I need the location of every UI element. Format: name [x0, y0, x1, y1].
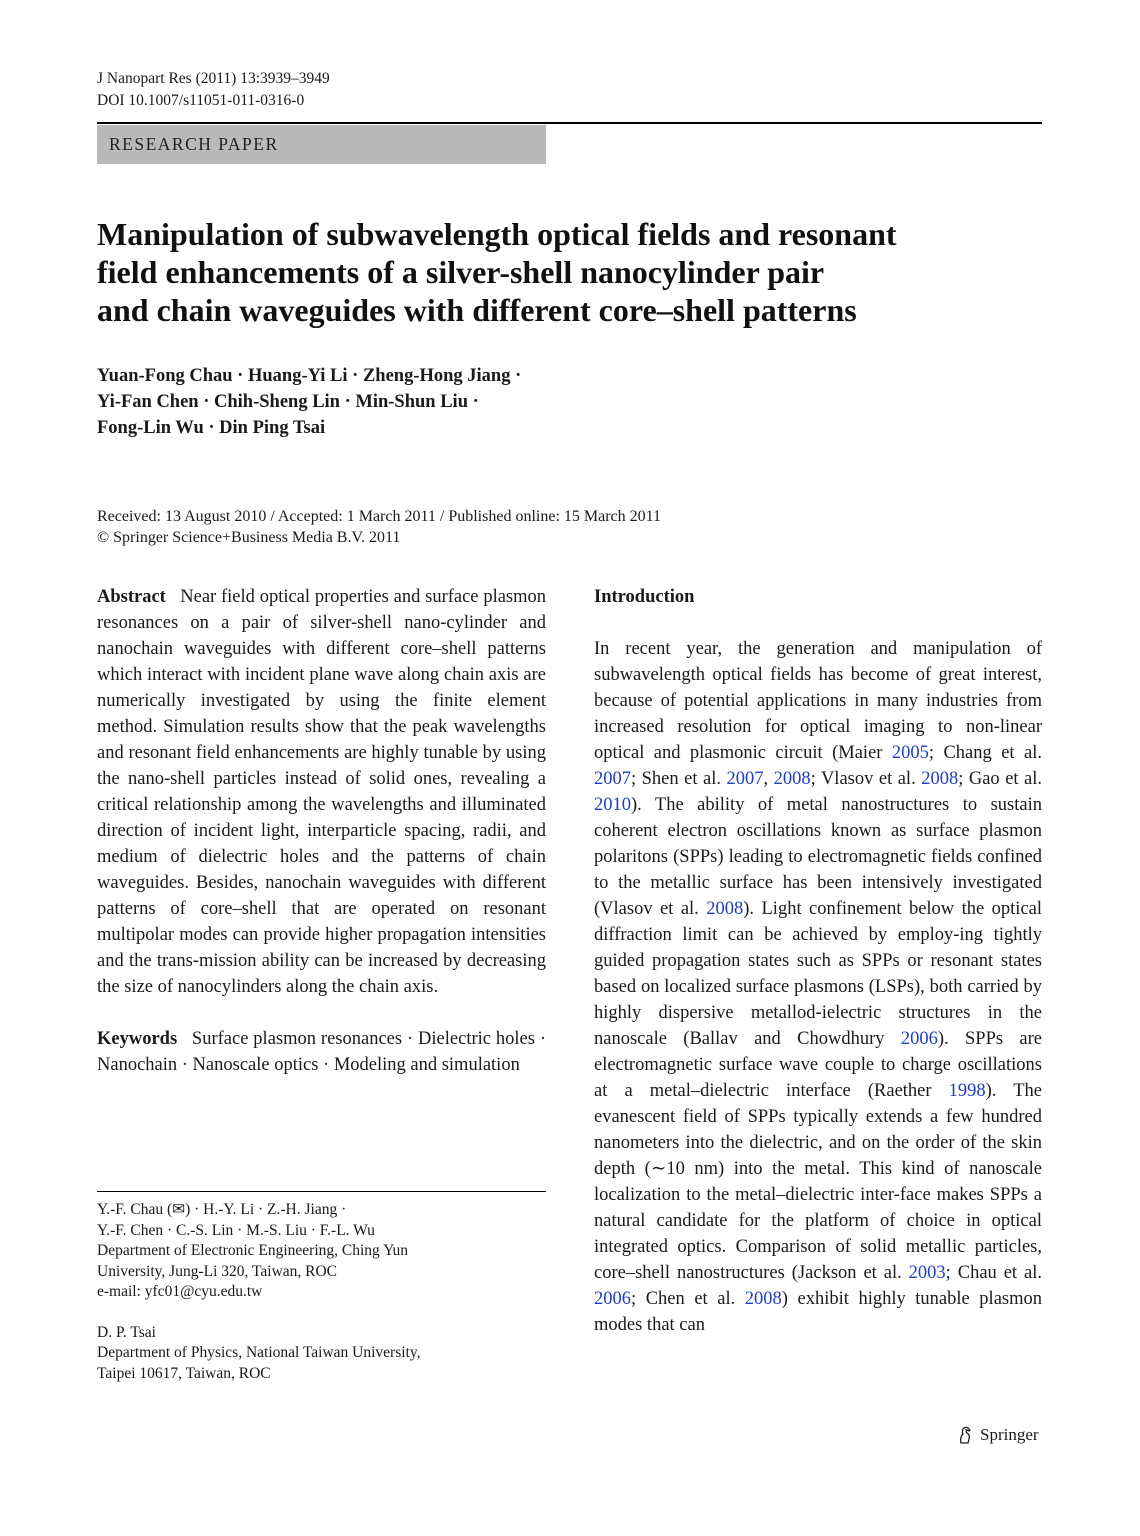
publisher-footer	[955, 1424, 1039, 1446]
citation-link[interactable]: 2008	[773, 769, 811, 789]
publisher-name: Springer	[980, 1425, 1039, 1444]
left-column	[97, 584, 546, 1078]
affiliation-address-1: University, Jung-Li 320, Taiwan, ROC	[97, 1262, 338, 1280]
received-dates: Received: 13 August 2010 / Accepted: 1 March 2011 / Published online: 15 March 2011	[97, 508, 662, 525]
paper-title	[97, 215, 997, 329]
title-line-1: Manipulation of subwavelength optical fields and resonant	[97, 216, 897, 252]
authors-line-3: Fong-Lin Wu · Din Ping Tsai	[97, 418, 326, 438]
citation-link[interactable]: 2006	[900, 1029, 938, 1049]
springer-horse-icon	[955, 1425, 975, 1445]
author-list	[97, 363, 521, 441]
intro-text-3: ; Shen et al.	[631, 769, 727, 789]
affiliation-address-2: Taipei 10617, Taiwan, ROC	[97, 1364, 271, 1382]
citation-link[interactable]: 2010	[594, 795, 631, 815]
affiliation-email: e-mail: yfc01@cyu.edu.tw	[97, 1283, 263, 1300]
citation-link[interactable]: 2005	[891, 743, 929, 763]
intro-text-6: ; Gao et al.	[958, 769, 1043, 789]
citation-link[interactable]: 2008	[744, 1289, 782, 1309]
keywords	[97, 1026, 546, 1078]
intro-text-12: ; Chen et al.	[631, 1289, 745, 1309]
citation-link[interactable]: 2008	[921, 769, 959, 789]
affiliation-authors-1: Y.-F. Chau (✉) · H.-Y. Li · Z.-H. Jiang ·	[97, 1201, 347, 1218]
authors-line-1: Yuan-Fong Chau · Huang-Yi Li · Zheng-Hong Jiang ·	[97, 366, 522, 386]
intro-text-1: In recent year, the generation and manipulation of subwavelength optical fields has become of great interest, because of potential applications in many industries from increased resolution for optical imaging to non-linear optical and plasmonic circuit (Maier	[594, 639, 1042, 763]
citation-link[interactable]: 1998	[948, 1081, 986, 1101]
intro-text-8: ). Light confinement below the optical diffraction limit can be achieved by employ-ing tightly guided propagation states such as SPPs or resonant states based on localized surface plasmons (LSPs), both carried by highly dispersive metallod-ielectric structures in the nanoscale (Ballav and Chowdhury	[594, 899, 1043, 1049]
affiliation-author-tsai: D. P. Tsai	[97, 1323, 156, 1341]
copyright-line: © Springer Science+Business Media B.V. 2011	[97, 529, 401, 546]
citation-link[interactable]: 2007	[594, 769, 631, 789]
title-line-2: field enhancements of a silver-shell nanocylinder pair	[97, 254, 825, 290]
citation-link[interactable]: 2003	[908, 1263, 946, 1283]
authors-line-2: Yi-Fan Chen · Chih-Sheng Lin · Min-Shun Liu ·	[97, 392, 479, 412]
citation-link[interactable]: 2008	[706, 899, 744, 919]
affiliations	[97, 1191, 546, 1384]
article-type-banner: RESEARCH PAPER	[97, 125, 546, 164]
affiliation-dept-2: Department of Physics, National Taiwan University,	[97, 1344, 421, 1361]
intro-text-4: ,	[763, 769, 774, 789]
intro-text-5: ; Vlasov et al.	[810, 769, 922, 789]
journal-header	[97, 68, 330, 112]
title-line-3: and chain waveguides with different core–shell patterns	[97, 292, 857, 328]
keywords-text: Surface plasmon resonances · Dielectric holes · Nanochain · Nanoscale optics · Modeling and simulation	[97, 1029, 546, 1075]
abstract	[97, 584, 546, 1000]
abstract-text: Near field optical properties and surface plasmon resonances on a pair of silver-shell nano-cylinder and nanochain waveguides with different core–shell patterns which interact with incident plane wave along chain axis are numerically investigated by using the finite element method. Simulation results show that the peak wavelengths and resonant field enhancements are highly tunable by using the nano-shell particles instead of solid ones, revealing a critical relationship among the wavelengths and illuminated direction of incident light, interparticle spacing, radii, and medium of dielectric holes and the patterns of chain waveguides. Besides, nanochain waveguides with different patterns of core–shell that are operated on resonant multipolar modes can provide higher propagation intensities and the trans-mission ability can be increased by decreasing the size of nanocylinders along the chain axis.	[97, 587, 547, 997]
intro-text-13: ) exhibit highly tunable plasmon modes that can	[594, 1289, 1042, 1335]
intro-text-10: ). The evanescent field of SPPs typically extends a few hundred nanometers into the dielectric, and on the order of the skin depth (∼10 nm) into the metal. This kind of nanoscale localization to the metal–dielectric inter-face makes SPPs a natural candidate for the platform of choice in optical integrated optics. Comparison of solid metallic particles, core–shell nanostructures (Jackson et al.	[594, 1081, 1042, 1283]
journal-citation: J Nanopart Res (2011) 13:3939–3949	[97, 70, 330, 87]
citation-link[interactable]: 2007	[726, 769, 764, 789]
intro-text-2: ; Chang et al.	[928, 743, 1042, 763]
citation-link[interactable]: 2006	[594, 1289, 631, 1309]
abstract-heading: Abstract	[97, 587, 166, 607]
affiliation-dept-1: Department of Electronic Engineering, Ching Yun	[97, 1242, 409, 1259]
intro-text-9: ). SPPs are electromagnetic surface wave couple to charge oscillations at a metal–dielectric interface (Raether	[594, 1029, 1042, 1101]
intro-text-7: ). The ability of metal nanostructures to sustain coherent electron oscillations known as surface plasmon polaritons (SPPs) leading to electromagnetic fields confined to the metallic surface has been intensively investigated (Vlasov et al.	[594, 795, 1042, 919]
affiliation-authors-2: Y.-F. Chen · C.-S. Lin · M.-S. Liu · F.-L. Wu	[97, 1221, 375, 1239]
introduction-heading: Introduction	[594, 587, 695, 607]
right-column	[594, 584, 1042, 1338]
keywords-heading: Keywords	[97, 1029, 178, 1049]
journal-doi: DOI 10.1007/s11051-011-0316-0	[97, 92, 305, 109]
intro-text-11: ; Chau et al.	[945, 1263, 1042, 1283]
introduction-text	[594, 636, 1042, 1338]
header-rule	[97, 122, 1042, 124]
publication-dates	[97, 506, 661, 548]
